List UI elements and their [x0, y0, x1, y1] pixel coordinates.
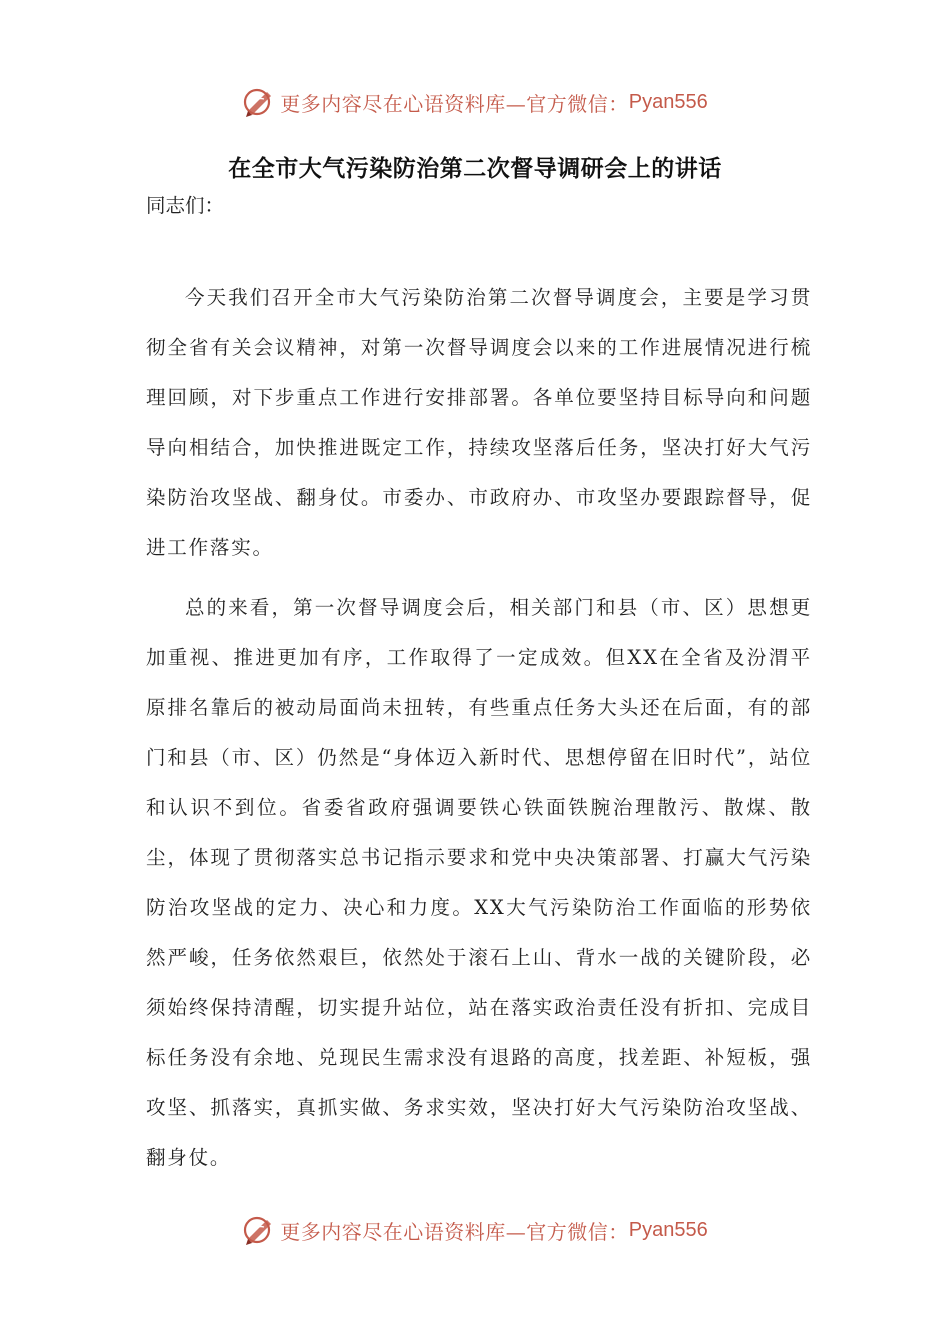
watermark-wechat-id: Pyan556 — [628, 1218, 708, 1241]
watermark-banner-bottom — [0, 1208, 950, 1252]
watermark-banner-top — [0, 80, 950, 124]
watermark-text: 更多内容尽在心语资料库—官方微信： — [280, 91, 629, 116]
document-title: 在全市大气污染防治第二次督导调研会上的讲话 — [228, 156, 722, 182]
watermark-wechat-id: Pyan556 — [628, 90, 708, 113]
paragraph-1: 今天我们召开全市大气污染防治第二次督导调度会，主要是学习贯彻全省有关会议精神，对第一次督导调度会以来的工作进展情况进行梳理回顾，对下步重点工作进行安排部署。各单位要坚持目标导向和问题导向相结合，加快推进既定工作，持续攻坚落后任务，坚决打好大气污染防治攻坚战、翻身仗。市委办、市政府办、市攻坚办要跟踪督导，促进工作落实。 — [146, 286, 812, 559]
salutation: 同志们： — [146, 194, 225, 217]
pen-logo-icon — [242, 85, 276, 119]
pen-logo-icon — [242, 1213, 276, 1247]
watermark-text: 更多内容尽在心语资料库—官方微信： — [280, 1219, 629, 1244]
paragraph-2: 总的来看，第一次督导调度会后，相关部门和县（市、区）思想更加重视、推进更加有序，工作取得了一定成效。但XX在全省及汾渭平原排名靠后的被动局面尚未扭转，有些重点任务大头还在后面，有的部门和县（市、区）仍然是“身体迈入新时代、思想停留在旧时代”，站位和认识不到位。省委省政府强调要铁心铁面铁腕治理散污、散煤、散尘，体现了贯彻落实总书记指示要求和党中央决策部署、打赢大气污染防治攻坚战的定力、决心和力度。XX大气污染防治工作面临的形势依然严峻，任务依然艰巨，依然处于滚石上山、背水一战的关键阶段，必须始终保持清醒，切实提升站位，站在落实政治责任没有折扣、完成目标任务没有余地、兑现民生需求没有退路的高度，找差距、补短板，强攻坚、抓落实，真抓实做、务求实效，坚决打好大气污染防治攻坚战、翻身仗。 — [146, 596, 812, 1169]
